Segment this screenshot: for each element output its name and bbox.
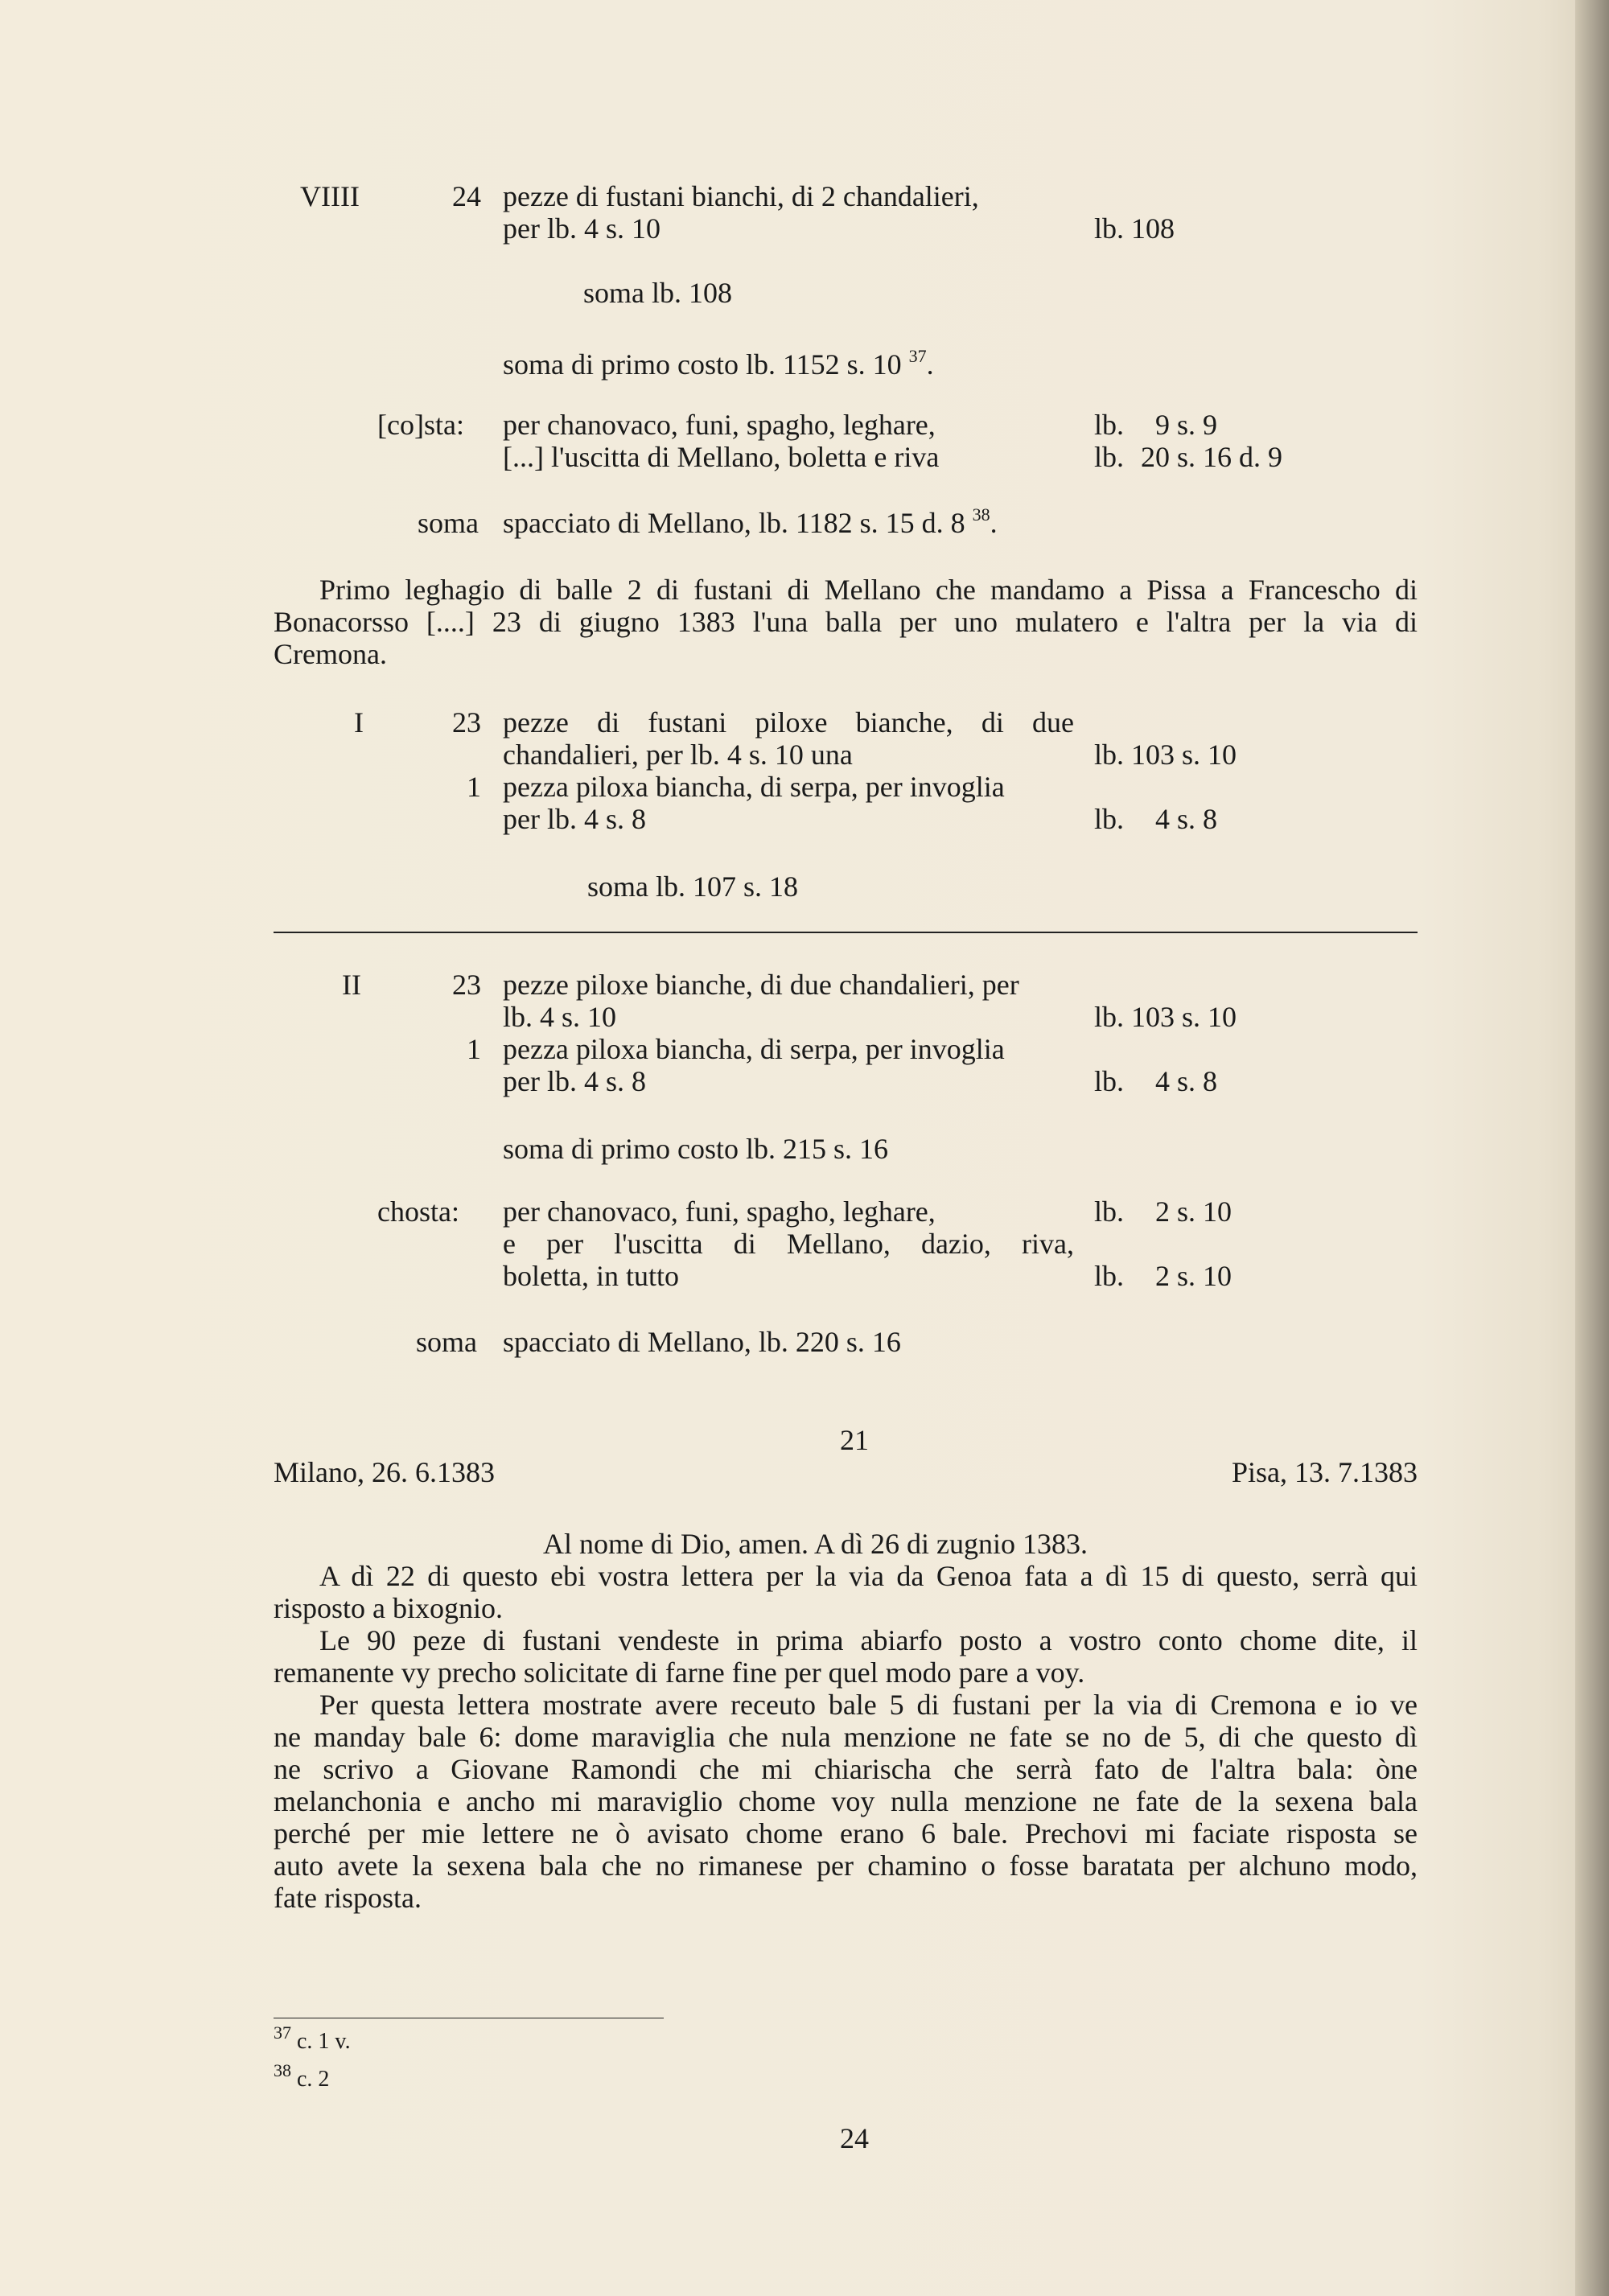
book-spine — [1575, 0, 1609, 2296]
quantity: 23 — [452, 706, 481, 739]
cost-description: e per l'uscitta di Mellano, dazio, riva, — [503, 1228, 1074, 1260]
paragraph-line: perché per mie lettere ne ò avisato chome erano 6 bale. Prechovi mi faciate risposta se — [274, 1817, 1418, 1850]
quantity: 24 — [452, 180, 481, 212]
soma-label: soma — [416, 1326, 477, 1358]
item-description: chandalieri, per lb. 4 s. 10 una — [503, 739, 853, 771]
paragraph-line: Cremona. — [274, 638, 387, 670]
footnote-number: 38 — [274, 2059, 291, 2080]
section-divider — [274, 932, 1418, 933]
paragraph-line: Le 90 peze di fustani vendeste in prima abiarfo posto a vostro conto chome dite, il — [319, 1624, 1418, 1656]
letter-number: 21 — [840, 1424, 869, 1456]
paragraph-line: risposto a bixognio. — [274, 1592, 503, 1624]
cost-amount: 20 s. 16 d. 9 — [1141, 441, 1283, 473]
paragraph-line: remanente vy precho solicitate di farne fine per quel modo pare a voy. — [274, 1656, 1085, 1689]
spacciato: spacciato di Mellano, lb. 1182 s. 15 d. 8 $^{38}$. — [503, 504, 998, 539]
quantity: 1 — [467, 1033, 481, 1065]
paragraph-line: ne scrivo a Giovane Ramondi che mi chiarischa che serrà fato de l'altra bala: òne — [274, 1753, 1418, 1785]
cost-description: per chanovaco, funi, spagho, leghare, — [503, 1195, 936, 1228]
cost-unit: lb. — [1094, 1260, 1125, 1292]
costa-label: [co]sta: — [377, 409, 464, 441]
paragraph-line: ne manday bale 6: dome maraviglia che nula menzione ne fate se no de 5, di che questo dì — [274, 1721, 1418, 1753]
item-description: pezze piloxe bianche, di due chandalieri, per — [503, 969, 1019, 1001]
soma-label: soma — [418, 507, 479, 539]
paragraph-line: fate risposta. — [274, 1882, 422, 1914]
cost-amount: 2 s. 10 — [1155, 1260, 1232, 1292]
footnote: $^{38}$ c. 2 — [274, 2059, 330, 2092]
primo-costo: soma di primo costo lb. 215 s. 16 — [503, 1133, 888, 1165]
item-description: lb. 4 s. 10 — [503, 1001, 617, 1033]
page-number: 24 — [840, 2122, 869, 2154]
cost-unit: lb. — [1094, 1195, 1125, 1228]
item-description: per lb. 4 s. 10 — [503, 212, 660, 245]
cost-unit: lb. — [1094, 409, 1125, 441]
paragraph-line: A dì 22 di questo ebi vostra lettera per la via da Genoa fata a dì 15 di questo, serrà qui — [319, 1560, 1418, 1592]
item-amount: lb. 108 — [1094, 212, 1175, 245]
cost-amount: 2 s. 10 — [1155, 1195, 1232, 1228]
footnote-number: 37 — [274, 2022, 291, 2043]
costa-label: chosta: — [377, 1195, 459, 1228]
item-description: pezze di fustani piloxe bianche, di due — [503, 706, 1074, 739]
cost-amount: 9 s. 9 — [1155, 409, 1218, 441]
footnote: $^{37}$ c. 1 v. — [274, 2022, 351, 2054]
roman-numeral: I — [354, 706, 364, 739]
item-unit: lb. — [1094, 803, 1125, 835]
subtotal: soma lb. 108 — [583, 277, 732, 309]
item-amount: lb. 103 s. 10 — [1094, 1001, 1237, 1033]
paragraph-line: Bonacorsso [....] 23 di giugno 1383 l'una balla per uno mulatero e l'altra per la via di — [274, 606, 1418, 638]
item-description: per lb. 4 s. 8 — [503, 803, 646, 835]
cost-unit: lb. — [1094, 441, 1125, 473]
item-amount: 4 s. 8 — [1155, 803, 1218, 835]
item-amount: 4 s. 8 — [1155, 1065, 1218, 1097]
paragraph-line: auto avete la sexena bala che no rimanese per chamino o fosse baratata per alchuno modo, — [274, 1850, 1418, 1882]
item-unit: lb. — [1094, 1065, 1125, 1097]
paragraph-line: melanchonia e ancho mi maraviglio chome voy nulla menzione ne fate de la sexena bala — [274, 1785, 1418, 1817]
letter-destination: Pisa, 13. 7.1383 — [1231, 1456, 1418, 1488]
item-description: pezze di fustani bianchi, di 2 chandalieri, — [503, 180, 979, 212]
primo-costo: soma di primo costo lb. 1152 s. 10 $^{37}$. — [503, 346, 934, 381]
invocation: Al nome di Dio, amen. A dì 26 di zugnio 1383. — [543, 1528, 1088, 1560]
spacciato: spacciato di Mellano, lb. 220 s. 16 — [503, 1326, 901, 1358]
item-description: pezza piloxa biancha, di serpa, per invoglia — [503, 1033, 1005, 1065]
paragraph-line: Per questa lettera mostrate avere receuto bale 5 di fustani per la via di Cremona e io ve — [319, 1689, 1418, 1721]
item-amount: lb. 103 s. 10 — [1094, 739, 1237, 771]
letter-origin: Milano, 26. 6.1383 — [274, 1456, 495, 1488]
quantity: 23 — [452, 969, 481, 1001]
paragraph-line: Primo leghagio di balle 2 di fustani di Mellano che mandamo a Pissa a Francescho di — [319, 574, 1418, 606]
cost-description: per chanovaco, funi, spagho, leghare, — [503, 409, 936, 441]
subtotal: soma lb. 107 s. 18 — [587, 870, 799, 903]
roman-numeral: VIIII — [300, 180, 360, 212]
cost-description: [...] l'uscitta di Mellano, boletta e riva — [503, 441, 940, 473]
item-description: per lb. 4 s. 8 — [503, 1065, 646, 1097]
item-description: pezza piloxa biancha, di serpa, per invoglia — [503, 771, 1005, 803]
cost-description: boletta, in tutto — [503, 1260, 679, 1292]
roman-numeral: II — [342, 969, 361, 1001]
footnote-ref: 37 — [908, 346, 927, 366]
footnote-ref: 38 — [972, 504, 990, 525]
quantity: 1 — [467, 771, 481, 803]
